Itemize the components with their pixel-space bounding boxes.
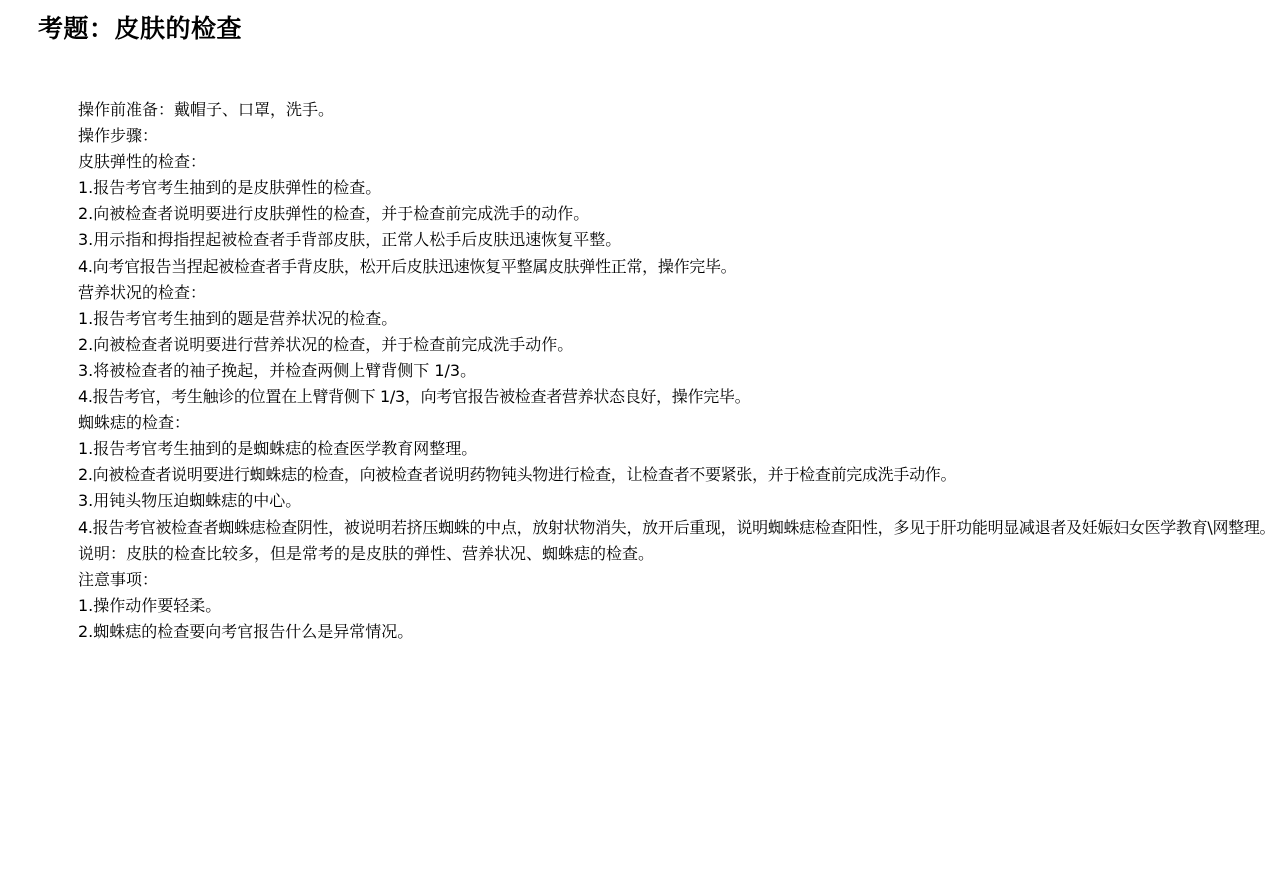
prep-line: 操作前准备：戴帽子、口罩，洗手。 <box>78 100 335 119</box>
caution-2: 2.蜘蛛痣的检查要向考官报告什么是异常情况。 <box>78 621 414 641</box>
nutrition-step-1: 1.报告考官考生抽到的题是营养状况的检查。 <box>78 308 398 328</box>
nutrition-step-4: 4.报告考官，考生触诊的位置在上臂背侧下 1/3，向考官报告被检查者营养状态良好，操作完毕。 <box>78 387 751 407</box>
spider-heading: 蜘蛛痣的检查： <box>78 413 191 433</box>
elasticity-step-2: 2.向被检查者说明要进行皮肤弹性的检查，并于检查前完成洗手的动作。 <box>78 204 590 224</box>
spider-step-2: 2.向被检查者说明要进行蜘蛛痣的检查，向被检查者说明药物钝头物进行检查，让检查者不要紧张，并于检查前完成洗手动作。 <box>78 465 957 485</box>
spider-step-4: 4.报告考官被检查者蜘蛛痣检查阴性，被说明若挤压蜘蛛的中点，放射状物消失，放开后重现，说明蜘蛛痣检查阳性，多见于肝功能明显减退者及妊娠妇女医学教育\网整理。 <box>78 517 1275 537</box>
elasticity-step-3: 3.用示指和拇指捏起被检查者手背部皮肤，正常人松手后皮肤迅速恢复平整。 <box>78 230 622 250</box>
caution-1: 1.操作动作要轻柔。 <box>78 595 222 615</box>
spider-step-3: 3.用钝头物压迫蜘蛛痣的中心。 <box>78 491 302 511</box>
note-line: 说明：皮肤的检查比较多，但是常考的是皮肤的弹性、营养状况、蜘蛛痣的检查。 <box>78 543 655 563</box>
nutrition-heading: 营养状况的检查： <box>78 282 207 302</box>
document-body <box>36 97 1275 645</box>
elasticity-heading: 皮肤弹性的检查： <box>78 152 207 172</box>
nutrition-step-2: 2.向被检查者说明要进行营养状况的检查，并于检查前完成洗手动作。 <box>78 334 574 354</box>
page-title: 考题：皮肤的检查 <box>38 14 243 43</box>
cautions-heading: 注意事项： <box>78 569 159 589</box>
spider-step-1: 1.报告考官考生抽到的是蜘蛛痣的检查医学教育网整理。 <box>78 439 478 459</box>
nutrition-step-3: 3.将被检查者的袖子挽起，并检查两侧上臂背侧下 1/3。 <box>78 360 477 380</box>
steps-heading: 操作步骤： <box>78 126 159 146</box>
elasticity-step-4: 4.向考官报告当捏起被检查者手背皮肤，松开后皮肤迅速恢复平整属皮肤弹性正常，操作完毕。 <box>78 256 737 276</box>
elasticity-step-1: 1.报告考官考生抽到的是皮肤弹性的检查。 <box>78 178 382 198</box>
